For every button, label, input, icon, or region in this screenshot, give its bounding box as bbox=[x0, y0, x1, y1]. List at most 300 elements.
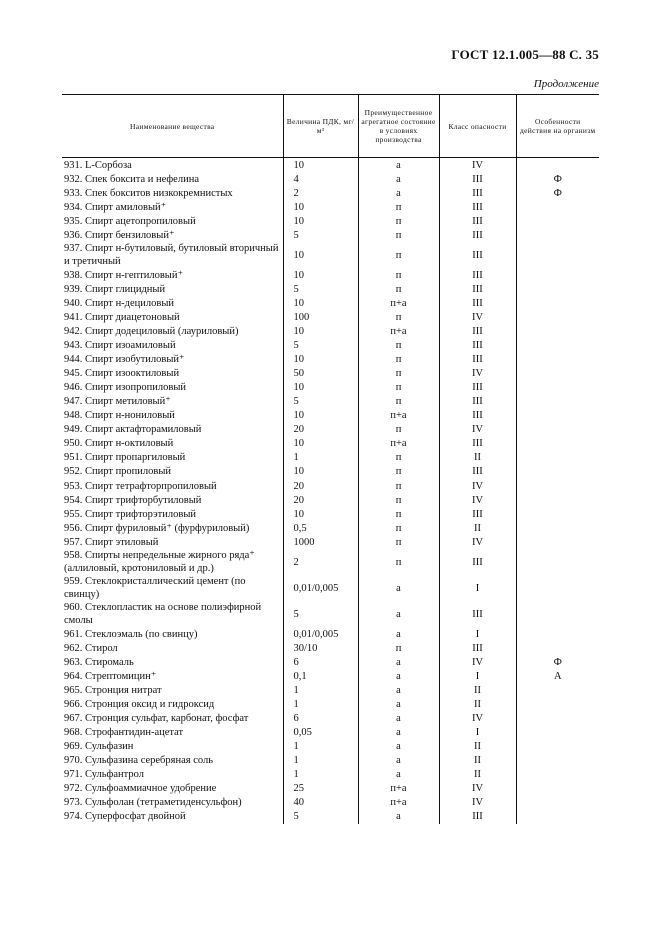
hazard-class-cell: III bbox=[439, 228, 516, 242]
row-number: 967. bbox=[64, 713, 83, 725]
substance-name: Спирт н-нониловый bbox=[85, 410, 175, 422]
column-header-state: Преимущественное агрегатное состояние в условиях производства bbox=[358, 95, 439, 158]
effect-cell bbox=[516, 712, 599, 726]
substance-name-cell bbox=[62, 493, 283, 507]
substance-name-cell bbox=[62, 655, 283, 669]
hazard-class-cell: III bbox=[439, 186, 516, 200]
substance-name: Спирт н-бутиловый, бутиловый вторичный и третичный bbox=[64, 243, 279, 268]
state-cell: п bbox=[358, 200, 439, 214]
substance-name: Спирт н-октиловый bbox=[85, 438, 174, 450]
substance-name-cell bbox=[62, 712, 283, 726]
table-row bbox=[62, 409, 599, 423]
state-cell: п+а bbox=[358, 296, 439, 310]
state-cell: п bbox=[358, 214, 439, 228]
substance-name: Спирт метиловый⁺ bbox=[85, 396, 171, 408]
substance-name-cell bbox=[62, 367, 283, 381]
row-number: 959. bbox=[64, 576, 83, 588]
table-row bbox=[62, 310, 599, 324]
substance-name: Спек боксита и нефелина bbox=[85, 173, 199, 185]
substance-name: Строфантидин-ацетат bbox=[85, 727, 184, 739]
substance-name: Спирт трифторэтиловый bbox=[85, 508, 197, 520]
pdk-value-cell: 30/10 bbox=[283, 641, 358, 655]
table-row bbox=[62, 796, 599, 810]
effect-cell bbox=[516, 754, 599, 768]
state-cell: а bbox=[358, 655, 439, 669]
state-cell: п bbox=[358, 268, 439, 282]
state-cell: п bbox=[358, 507, 439, 521]
column-header-name: Наименование вещества bbox=[62, 95, 283, 158]
table-row bbox=[62, 627, 599, 641]
effect-cell bbox=[516, 242, 599, 268]
substance-name-cell bbox=[62, 768, 283, 782]
state-cell: п bbox=[358, 381, 439, 395]
hazard-class-cell: III bbox=[439, 200, 516, 214]
state-cell: п bbox=[358, 535, 439, 549]
pdk-value-cell: 1 bbox=[283, 768, 358, 782]
table-row bbox=[62, 655, 599, 669]
table-row bbox=[62, 158, 599, 173]
effect-cell bbox=[516, 493, 599, 507]
table-row bbox=[62, 172, 599, 186]
hazard-class-cell: IV bbox=[439, 367, 516, 381]
pdk-value-cell: 0,01/0,005 bbox=[283, 575, 358, 601]
row-number: 938. bbox=[64, 269, 83, 281]
row-number: 934. bbox=[64, 201, 83, 213]
substance-name-cell bbox=[62, 395, 283, 409]
table-row bbox=[62, 353, 599, 367]
effect-cell bbox=[516, 740, 599, 754]
substance-name-cell bbox=[62, 437, 283, 451]
state-cell: п bbox=[358, 282, 439, 296]
substance-name: Спирт амиловый⁺ bbox=[85, 201, 167, 213]
state-cell: п+а bbox=[358, 796, 439, 810]
substance-name-cell bbox=[62, 575, 283, 601]
substance-name-cell bbox=[62, 641, 283, 655]
state-cell: а bbox=[358, 726, 439, 740]
effect-cell bbox=[516, 409, 599, 423]
hazard-class-cell: IV bbox=[439, 782, 516, 796]
effect-cell bbox=[516, 353, 599, 367]
pdk-value-cell: 5 bbox=[283, 810, 358, 824]
table-row bbox=[62, 186, 599, 200]
table-row bbox=[62, 810, 599, 824]
pdk-value-cell: 2 bbox=[283, 186, 358, 200]
table-row bbox=[62, 669, 599, 683]
table-row bbox=[62, 324, 599, 338]
pdk-value-cell: 1000 bbox=[283, 535, 358, 549]
substance-name: Спирт диацетоновый bbox=[85, 311, 180, 323]
state-cell: а bbox=[358, 810, 439, 824]
state-cell: п bbox=[358, 339, 439, 353]
substance-name-cell bbox=[62, 669, 283, 683]
substance-name-cell bbox=[62, 782, 283, 796]
state-cell: п+а bbox=[358, 324, 439, 338]
substance-name: Сульфоаммиачное удобрение bbox=[85, 783, 217, 795]
row-number: 952. bbox=[64, 466, 83, 478]
substance-name-cell bbox=[62, 754, 283, 768]
hazard-class-cell: III bbox=[439, 339, 516, 353]
substance-name: Спирт глицидный bbox=[85, 283, 166, 295]
pdk-value-cell: 40 bbox=[283, 796, 358, 810]
table-row bbox=[62, 282, 599, 296]
pdk-value-cell: 10 bbox=[283, 296, 358, 310]
page-header-title: ГОСТ 12.1.005—88 С. 35 bbox=[451, 47, 599, 62]
state-cell: а bbox=[358, 768, 439, 782]
row-number: 966. bbox=[64, 698, 83, 710]
pdk-value-cell: 10 bbox=[283, 214, 358, 228]
row-number: 943. bbox=[64, 340, 83, 352]
hazard-class-cell: II bbox=[439, 683, 516, 697]
table-row bbox=[62, 296, 599, 310]
state-cell: а bbox=[358, 601, 439, 627]
table-row bbox=[62, 754, 599, 768]
substance-name-cell bbox=[62, 200, 283, 214]
effect-cell bbox=[516, 296, 599, 310]
state-cell: п bbox=[358, 465, 439, 479]
table-row bbox=[62, 200, 599, 214]
substance-name-cell bbox=[62, 507, 283, 521]
pdk-value-cell: 10 bbox=[283, 268, 358, 282]
row-number: 945. bbox=[64, 368, 83, 380]
state-cell: п bbox=[358, 493, 439, 507]
effect-cell bbox=[516, 158, 599, 173]
pdk-value-cell: 10 bbox=[283, 437, 358, 451]
pdk-value-cell: 10 bbox=[283, 158, 358, 173]
pdk-value-cell: 5 bbox=[283, 395, 358, 409]
hazard-class-cell: III bbox=[439, 507, 516, 521]
substance-name: Сульфантрол bbox=[85, 769, 144, 781]
row-number: 962. bbox=[64, 642, 83, 654]
substance-name-cell bbox=[62, 796, 283, 810]
effect-cell bbox=[516, 214, 599, 228]
hazard-class-cell: II bbox=[439, 768, 516, 782]
pdk-value-cell: 10 bbox=[283, 242, 358, 268]
substance-name: Стронция нитрат bbox=[85, 684, 162, 696]
row-number: 960. bbox=[64, 602, 83, 614]
row-number: 942. bbox=[64, 325, 83, 337]
effect-cell bbox=[516, 395, 599, 409]
table-row bbox=[62, 726, 599, 740]
effect-cell bbox=[516, 228, 599, 242]
hazard-class-cell: II bbox=[439, 521, 516, 535]
table-row bbox=[62, 339, 599, 353]
hazard-class-cell: IV bbox=[439, 423, 516, 437]
substance-name-cell bbox=[62, 310, 283, 324]
effect-cell bbox=[516, 507, 599, 521]
table-header-row bbox=[62, 95, 599, 158]
hazard-class-cell: III bbox=[439, 381, 516, 395]
state-cell: п bbox=[358, 242, 439, 268]
effect-cell bbox=[516, 796, 599, 810]
row-number: 941. bbox=[64, 311, 83, 323]
table-row bbox=[62, 242, 599, 268]
substance-name: Сульфазина серебряная соль bbox=[85, 755, 214, 767]
pdk-value-cell: 25 bbox=[283, 782, 358, 796]
state-cell: а bbox=[358, 158, 439, 173]
effect-cell bbox=[516, 451, 599, 465]
pdk-value-cell: 2 bbox=[283, 549, 358, 575]
substance-name: Стирол bbox=[85, 642, 118, 654]
row-number: 936. bbox=[64, 229, 83, 241]
row-number: 964. bbox=[64, 670, 83, 682]
substance-name-cell bbox=[62, 324, 283, 338]
hazard-class-cell: III bbox=[439, 810, 516, 824]
substance-name: Спирт изооктиловый bbox=[85, 368, 180, 380]
hazard-class-cell: III bbox=[439, 268, 516, 282]
row-number: 955. bbox=[64, 508, 83, 520]
effect-cell bbox=[516, 268, 599, 282]
row-number: 972. bbox=[64, 783, 83, 795]
substance-name-cell bbox=[62, 186, 283, 200]
state-cell: а bbox=[358, 575, 439, 601]
pdk-value-cell: 4 bbox=[283, 172, 358, 186]
substance-name: Стеклоэмаль (по свинцу) bbox=[85, 628, 198, 640]
pdk-value-cell: 10 bbox=[283, 353, 358, 367]
substance-name-cell bbox=[62, 479, 283, 493]
effect-cell bbox=[516, 601, 599, 627]
state-cell: а bbox=[358, 186, 439, 200]
table-row bbox=[62, 601, 599, 627]
hazard-class-cell: III bbox=[439, 409, 516, 423]
substance-name: Стеклокристаллический цемент (по свинцу) bbox=[64, 576, 246, 601]
substance-name-cell bbox=[62, 521, 283, 535]
hazard-class-cell: IV bbox=[439, 712, 516, 726]
state-cell: а bbox=[358, 669, 439, 683]
row-number: 950. bbox=[64, 438, 83, 450]
substance-name: Спирты непредельные жирного ряда⁺ (аллиловый, кротониловый и др.) bbox=[64, 550, 255, 575]
substance-name: Спирт трифторбутиловый bbox=[85, 494, 202, 506]
pdk-value-cell: 1 bbox=[283, 683, 358, 697]
substance-name: Стеклопластик на основе полиэфирной смолы bbox=[64, 602, 262, 627]
effect-cell bbox=[516, 437, 599, 451]
pdk-value-cell: 1 bbox=[283, 451, 358, 465]
table-row bbox=[62, 740, 599, 754]
table-row bbox=[62, 268, 599, 282]
row-number: 947. bbox=[64, 396, 83, 408]
table-row bbox=[62, 768, 599, 782]
table-row bbox=[62, 381, 599, 395]
pdk-value-cell: 1 bbox=[283, 740, 358, 754]
hazard-class-cell: IV bbox=[439, 493, 516, 507]
row-number: 931. bbox=[64, 159, 83, 171]
hazard-class-cell: I bbox=[439, 627, 516, 641]
pdk-value-cell: 1 bbox=[283, 697, 358, 711]
substance-name: Спирт бензиловый⁺ bbox=[85, 229, 175, 241]
substance-name-cell bbox=[62, 423, 283, 437]
hazard-class-cell: I bbox=[439, 669, 516, 683]
substance-name-cell bbox=[62, 549, 283, 575]
substance-name: Стронция оксид и гидроксид bbox=[85, 698, 215, 710]
hazard-class-cell: I bbox=[439, 726, 516, 740]
row-number: 974. bbox=[64, 811, 83, 823]
table-row bbox=[62, 395, 599, 409]
substance-name: Спирт додециловый (лауриловый) bbox=[85, 325, 239, 337]
effect-cell: А bbox=[516, 669, 599, 683]
row-number: 937. bbox=[64, 243, 83, 255]
effect-cell bbox=[516, 367, 599, 381]
row-number: 968. bbox=[64, 727, 83, 739]
pdk-value-cell: 0,05 bbox=[283, 726, 358, 740]
substance-name-cell bbox=[62, 158, 283, 173]
substance-name-cell bbox=[62, 810, 283, 824]
hazard-class-cell: III bbox=[439, 282, 516, 296]
pdk-value-cell: 5 bbox=[283, 282, 358, 296]
effect-cell bbox=[516, 310, 599, 324]
effect-cell bbox=[516, 697, 599, 711]
row-number: 948. bbox=[64, 410, 83, 422]
pdk-value-cell: 5 bbox=[283, 228, 358, 242]
substance-name-cell bbox=[62, 535, 283, 549]
substance-name: Спирт н-дециловый bbox=[85, 297, 175, 309]
table-row bbox=[62, 575, 599, 601]
state-cell: п bbox=[358, 353, 439, 367]
substance-name: Сульфолан (тетраметиденсульфон) bbox=[85, 797, 242, 809]
pdk-value-cell: 5 bbox=[283, 339, 358, 353]
substance-name-cell bbox=[62, 726, 283, 740]
row-number: 949. bbox=[64, 424, 83, 436]
effect-cell: Ф bbox=[516, 186, 599, 200]
row-number: 946. bbox=[64, 382, 83, 394]
pdk-value-cell: 10 bbox=[283, 465, 358, 479]
hazard-class-cell: III bbox=[439, 641, 516, 655]
substance-name: Спирт изобутиловый⁺ bbox=[85, 354, 185, 366]
substance-name-cell bbox=[62, 282, 283, 296]
row-number: 933. bbox=[64, 187, 83, 199]
table-row bbox=[62, 697, 599, 711]
state-cell: а bbox=[358, 754, 439, 768]
effect-cell bbox=[516, 465, 599, 479]
effect-cell bbox=[516, 768, 599, 782]
table-row bbox=[62, 712, 599, 726]
continuation-label: Продолжение bbox=[533, 78, 599, 90]
row-number: 944. bbox=[64, 354, 83, 366]
pdk-value-cell: 10 bbox=[283, 324, 358, 338]
hazard-class-cell: III bbox=[439, 353, 516, 367]
table-body bbox=[62, 158, 599, 824]
effect-cell bbox=[516, 641, 599, 655]
substance-name: Спирт изопропиловый bbox=[85, 382, 187, 394]
state-cell: п bbox=[358, 310, 439, 324]
pdk-value-cell: 20 bbox=[283, 423, 358, 437]
substances-table bbox=[62, 94, 599, 824]
table-row bbox=[62, 683, 599, 697]
state-cell: п+а bbox=[358, 409, 439, 423]
effect-cell bbox=[516, 535, 599, 549]
effect-cell bbox=[516, 549, 599, 575]
hazard-class-cell: III bbox=[439, 601, 516, 627]
effect-cell bbox=[516, 521, 599, 535]
hazard-class-cell: II bbox=[439, 740, 516, 754]
substance-name: Спирт пропиловый bbox=[85, 466, 172, 478]
row-number: 939. bbox=[64, 283, 83, 295]
state-cell: а bbox=[358, 712, 439, 726]
hazard-class-cell: II bbox=[439, 697, 516, 711]
effect-cell bbox=[516, 575, 599, 601]
row-number: 973. bbox=[64, 797, 83, 809]
hazard-class-cell: II bbox=[439, 754, 516, 768]
state-cell: а bbox=[358, 683, 439, 697]
pdk-value-cell: 100 bbox=[283, 310, 358, 324]
effect-cell bbox=[516, 200, 599, 214]
substance-name-cell bbox=[62, 296, 283, 310]
substance-name: Стронция сульфат, карбонат, фосфат bbox=[85, 713, 249, 725]
table-row bbox=[62, 451, 599, 465]
pdk-value-cell: 50 bbox=[283, 367, 358, 381]
hazard-class-cell: III bbox=[439, 242, 516, 268]
substance-name-cell bbox=[62, 228, 283, 242]
substance-name: Стрептомицин⁺ bbox=[85, 670, 157, 682]
effect-cell: Ф bbox=[516, 655, 599, 669]
pdk-value-cell: 0,01/0,005 bbox=[283, 627, 358, 641]
hazard-class-cell: I bbox=[439, 575, 516, 601]
row-number: 971. bbox=[64, 769, 83, 781]
substance-name-cell bbox=[62, 268, 283, 282]
pdk-value-cell: 10 bbox=[283, 507, 358, 521]
substance-name: Спирт тетрафторпропиловый bbox=[85, 480, 217, 492]
substance-name-cell bbox=[62, 353, 283, 367]
substance-name: Стиромаль bbox=[85, 656, 134, 668]
substance-name: Спек бокситов низкокремнистых bbox=[85, 187, 233, 199]
effect-cell bbox=[516, 324, 599, 338]
state-cell: п+а bbox=[358, 782, 439, 796]
hazard-class-cell: II bbox=[439, 451, 516, 465]
substance-name: Спирт фуриловый⁺ (фурфуриловый) bbox=[85, 522, 250, 534]
state-cell: п bbox=[358, 641, 439, 655]
hazard-class-cell: III bbox=[439, 465, 516, 479]
substance-name: Спирт н-гептиловый⁺ bbox=[85, 269, 184, 281]
table-row bbox=[62, 782, 599, 796]
state-cell: п bbox=[358, 228, 439, 242]
table-row bbox=[62, 535, 599, 549]
hazard-class-cell: III bbox=[439, 324, 516, 338]
row-number: 953. bbox=[64, 480, 83, 492]
effect-cell bbox=[516, 381, 599, 395]
hazard-class-cell: III bbox=[439, 172, 516, 186]
row-number: 961. bbox=[64, 628, 83, 640]
substance-name-cell bbox=[62, 465, 283, 479]
effect-cell bbox=[516, 782, 599, 796]
state-cell: а bbox=[358, 172, 439, 186]
hazard-class-cell: III bbox=[439, 437, 516, 451]
state-cell: п bbox=[358, 423, 439, 437]
table-row bbox=[62, 507, 599, 521]
row-number: 935. bbox=[64, 215, 83, 227]
effect-cell bbox=[516, 339, 599, 353]
substance-name: Спирт изоамиловый bbox=[85, 340, 176, 352]
pdk-value-cell: 20 bbox=[283, 493, 358, 507]
substance-name-cell bbox=[62, 627, 283, 641]
row-number: 958. bbox=[64, 550, 83, 562]
hazard-class-cell: III bbox=[439, 549, 516, 575]
substance-name: Сульфазин bbox=[85, 741, 134, 753]
table-row bbox=[62, 479, 599, 493]
hazard-class-cell: IV bbox=[439, 655, 516, 669]
substance-name-cell bbox=[62, 339, 283, 353]
row-number: 957. bbox=[64, 536, 83, 548]
row-number: 965. bbox=[64, 684, 83, 696]
substance-name-cell bbox=[62, 172, 283, 186]
hazard-class-cell: IV bbox=[439, 796, 516, 810]
effect-cell bbox=[516, 423, 599, 437]
pdk-value-cell: 20 bbox=[283, 479, 358, 493]
substance-name: Спирт актафторамиловый bbox=[85, 424, 202, 436]
state-cell: п bbox=[358, 367, 439, 381]
state-cell: а bbox=[358, 697, 439, 711]
column-header-pdk: Величина ПДК, мг/м³ bbox=[283, 95, 358, 158]
pdk-value-cell: 10 bbox=[283, 381, 358, 395]
hazard-class-cell: III bbox=[439, 214, 516, 228]
table-row bbox=[62, 367, 599, 381]
